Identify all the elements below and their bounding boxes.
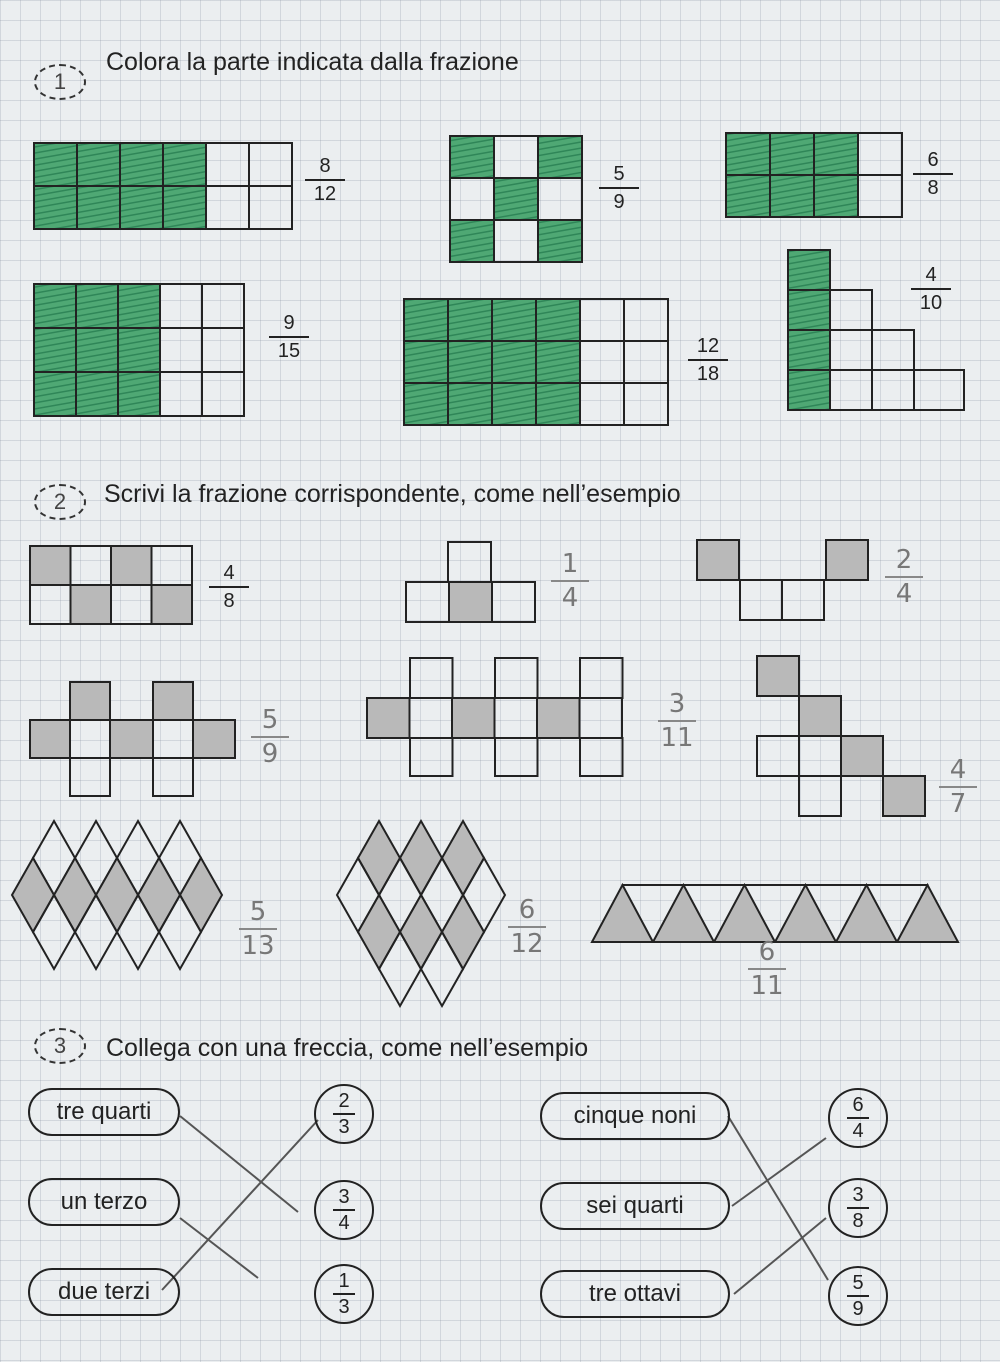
grid-cell [120, 186, 163, 229]
ex2-answer-7: 5 13 [233, 898, 283, 962]
diamond-cell [442, 821, 484, 895]
shape-cell [111, 585, 152, 624]
grid-cell [814, 175, 858, 217]
grid-8-of-12 [34, 143, 292, 229]
staircase-cell [788, 370, 830, 410]
shape-cell [740, 580, 782, 620]
grid-cell [726, 133, 770, 175]
ex2-answer-8: 6 12 [502, 896, 552, 960]
fraction-circle-2-3: 2 3 [314, 1084, 374, 1144]
grid-cell [448, 341, 492, 383]
shape-cell [153, 720, 193, 758]
shape-cell [410, 738, 453, 776]
word-pill-un-terzo: un terzo [28, 1178, 180, 1226]
shape-cell [153, 682, 193, 720]
grid-cell [77, 186, 120, 229]
shape-cell [782, 580, 824, 620]
shape-cell [826, 540, 868, 580]
staircase-cell [788, 290, 830, 330]
grid-cell [249, 186, 292, 229]
ex1-fraction-5: 12 18 [688, 335, 728, 385]
grid-cell [404, 299, 448, 341]
grid-cell [492, 299, 536, 341]
grid-cell [450, 178, 494, 220]
shape-cell [580, 658, 623, 698]
fraction-circle-1-3: 1 3 [314, 1264, 374, 1324]
shape-cell [841, 736, 883, 776]
staircase-cell [788, 250, 830, 290]
section-2-title: Scrivi la frazione corrispondente, come nell’esempio [104, 480, 681, 508]
grid-cell [450, 136, 494, 178]
grid-cell [34, 284, 76, 328]
grid-cell [448, 383, 492, 425]
grid-cell [34, 372, 76, 416]
grid-cell [538, 136, 582, 178]
exercise-2-shapes [12, 540, 958, 1006]
grid-cell [404, 383, 448, 425]
shape-4-of-7 [757, 656, 925, 816]
word-pill-tre-ottavi: tre ottavi [540, 1270, 730, 1318]
shape-cell [367, 698, 410, 738]
grid-cell [492, 341, 536, 383]
grid-cell [206, 186, 249, 229]
grid-cell [726, 175, 770, 217]
grid-6-of-8 [726, 133, 902, 217]
grid-cell [538, 220, 582, 262]
diamond-cell [54, 858, 96, 932]
shape-cell [111, 546, 152, 585]
shape-cell [883, 776, 925, 816]
shape-cell [410, 698, 453, 738]
section-1-badge: 1 [34, 64, 86, 100]
shape-1-of-4 [406, 542, 535, 622]
grid-cell [450, 220, 494, 262]
shape-cell [799, 696, 841, 736]
diamond-cell [358, 895, 400, 969]
shape-cell [448, 542, 491, 582]
grid-cell [163, 186, 206, 229]
fraction-circle-3-4: 3 4 [314, 1180, 374, 1240]
grid-cell [624, 383, 668, 425]
shape-cell [71, 585, 112, 624]
section-1-title: Colora la parte indicata dalla frazione [106, 48, 519, 76]
grid-cell [160, 372, 202, 416]
shape-cell [193, 720, 235, 758]
grid-cell [494, 178, 538, 220]
grid-cell [249, 143, 292, 186]
grid-cell [624, 341, 668, 383]
arrow-tre-quarti [180, 1116, 298, 1212]
grid-cell [163, 143, 206, 186]
exercise-1-grids [34, 133, 964, 425]
diamond-cell [358, 821, 400, 895]
shape-cell [495, 698, 538, 738]
staircase-cell [914, 370, 964, 410]
ex1-fraction-2: 5 9 [599, 163, 639, 213]
fraction-circle-5-9: 5 9 [828, 1266, 888, 1326]
shape-cell [30, 585, 71, 624]
diamond-cell [12, 858, 54, 932]
word-pill-cinque-noni: cinque noni [540, 1092, 730, 1140]
strip-triangle [592, 885, 653, 942]
shape-cell [492, 582, 535, 622]
staircase-cell [830, 370, 872, 410]
word-pill-due-terzi: due terzi [28, 1268, 180, 1316]
grid-cell [118, 372, 160, 416]
shape-cell [70, 720, 110, 758]
strip-triangle [653, 885, 714, 942]
shape-cell [152, 585, 193, 624]
grid-cell [404, 341, 448, 383]
shape-cell [110, 720, 153, 758]
grid-cell [770, 133, 814, 175]
section-3-title: Collega con una freccia, come nell’esempio [106, 1034, 589, 1062]
shape-5-of-9 [30, 682, 235, 796]
ex2-example-fraction: 4 8 [209, 562, 249, 612]
ex2-answer-9: 6 11 [742, 938, 792, 1002]
shape-cell [410, 658, 453, 698]
staircase-cell [788, 330, 830, 370]
grid-cell [76, 284, 118, 328]
grid-cell [536, 299, 580, 341]
staircase-cell [872, 370, 914, 410]
shape-cell [757, 656, 799, 696]
grid-cell [202, 372, 244, 416]
ex1-fraction-4: 9 15 [269, 312, 309, 362]
shape-cell [70, 758, 110, 796]
grid-9-of-15 [34, 284, 244, 416]
grid-cell [624, 299, 668, 341]
grid-cell [814, 133, 858, 175]
arrow-sei-quarti [732, 1138, 826, 1206]
grid-cell [160, 284, 202, 328]
strip-triangle [897, 885, 958, 942]
staircase-cell [830, 290, 872, 330]
shape-cell [30, 720, 70, 758]
ex1-fraction-3: 6 8 [913, 149, 953, 199]
grid-cell [448, 299, 492, 341]
grid-cell [202, 328, 244, 372]
grid-cell [536, 383, 580, 425]
shape-cell [452, 698, 495, 738]
grid-cell [76, 328, 118, 372]
grid-cell [580, 383, 624, 425]
grid-cell [580, 341, 624, 383]
diamond-cell [180, 858, 222, 932]
word-pill-sei-quarti: sei quarti [540, 1182, 730, 1230]
diamond-cell [138, 858, 180, 932]
shape-cell [697, 540, 739, 580]
grid-cell [492, 383, 536, 425]
grid-cell [858, 133, 902, 175]
ex1-fraction-1: 8 12 [305, 155, 345, 205]
grid-cell [770, 175, 814, 217]
shape-cell [30, 546, 71, 585]
shape-6-of-11 [592, 885, 958, 942]
grid-cell [34, 186, 77, 229]
grid-cell [120, 143, 163, 186]
ex2-answer-4: 5 9 [245, 706, 295, 770]
shape-cell [70, 682, 110, 720]
grid-cell [536, 341, 580, 383]
fraction-circle-3-8: 3 8 [828, 1178, 888, 1238]
grid-12-of-18 [404, 299, 668, 425]
shape-cell [757, 736, 799, 776]
diamond-cell [400, 895, 442, 969]
grid-cell [76, 372, 118, 416]
shape-cell [495, 738, 538, 776]
fraction-circle-6-4: 6 4 [828, 1088, 888, 1148]
shape-cell [153, 758, 193, 796]
shape-cell [799, 776, 841, 816]
shape-cell [799, 736, 841, 776]
shape-3-of-11 [367, 658, 623, 776]
shape-cell [406, 582, 449, 622]
grid-cell [34, 143, 77, 186]
grid-cell [118, 328, 160, 372]
ex2-answer-5: 3 11 [652, 690, 702, 754]
ex2-answer-2: 1 4 [545, 550, 595, 614]
strip-triangle [714, 885, 775, 942]
grid-cell [858, 175, 902, 217]
shape-cell [495, 658, 538, 698]
shape-cell [449, 582, 492, 622]
diamond-cell [96, 858, 138, 932]
shape-cell [580, 738, 623, 776]
diamond-cell [442, 895, 484, 969]
shape-4-of-8 [30, 546, 192, 624]
strip-triangle [775, 885, 836, 942]
diamond-cell [400, 821, 442, 895]
grid-cell [206, 143, 249, 186]
grid-cell [77, 143, 120, 186]
grid-cell [538, 178, 582, 220]
staircase-cell [830, 330, 872, 370]
shape-cell [580, 698, 623, 738]
ex1-fraction-6: 4 10 [911, 264, 951, 314]
shape-6-of-12 [337, 821, 505, 1006]
section-2-badge: 2 [34, 484, 86, 520]
grid-cell [202, 284, 244, 328]
grid-cell [494, 220, 538, 262]
strip-triangle [836, 885, 897, 942]
grid-cell [118, 284, 160, 328]
grid-5-of-9 [450, 136, 582, 262]
ex2-answer-3: 2 4 [879, 546, 929, 610]
shape-cell [71, 546, 112, 585]
shape-cell [152, 546, 193, 585]
grid-cell [580, 299, 624, 341]
shape-2-of-4 [697, 540, 868, 620]
ex2-answer-6: 4 7 [933, 756, 983, 820]
shape-5-of-13 [12, 821, 222, 969]
shape-cell [537, 698, 580, 738]
section-3-badge: 3 [34, 1028, 86, 1064]
staircase-cell [872, 330, 914, 370]
grid-cell [34, 328, 76, 372]
word-pill-tre-quarti: tre quarti [28, 1088, 180, 1136]
grid-cell [494, 136, 538, 178]
grid-cell [160, 328, 202, 372]
